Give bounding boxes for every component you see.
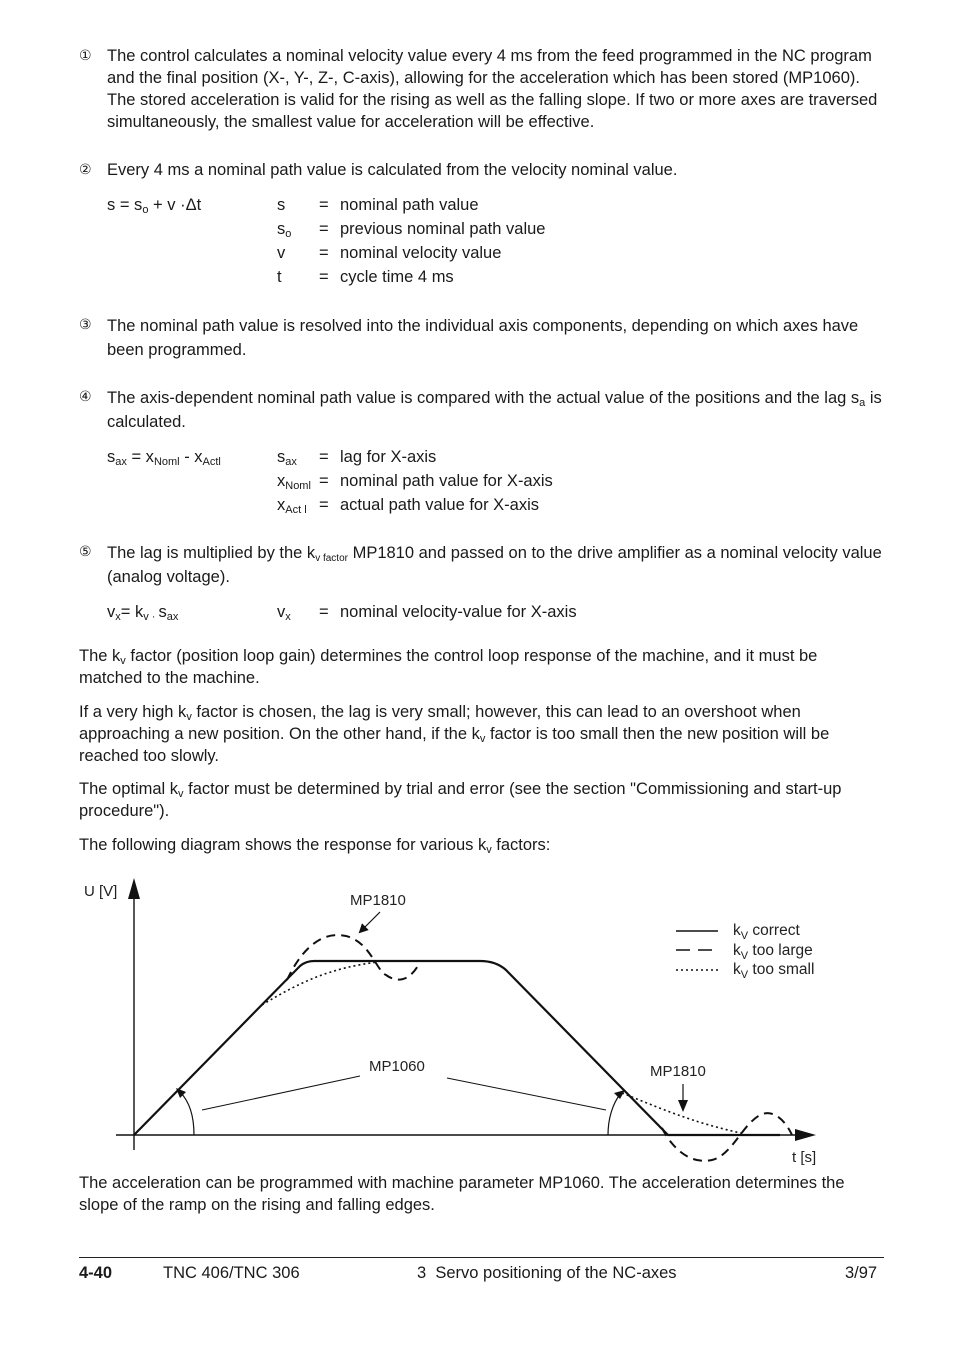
annotation-mp1810-top: MP1810 (350, 892, 406, 909)
formula-row: $v_x$ = nominal velocity-value for X-axis (277, 603, 577, 623)
item-text: The axis-dependent nominal path value is compared with the actual value of the positions and the lag $s_a$ is calculated. (107, 389, 882, 431)
footer-model: TNC 406/TNC 306 (163, 1264, 300, 1282)
annotation-mp1060-right-line (447, 1078, 606, 1110)
formula-lhs: $s = s_o + v \cdot\Delta t$ (107, 196, 202, 216)
footer-chapter: 3 Servo positioning of the NC-axes (417, 1264, 677, 1282)
curve-kv-too-small-rise (262, 962, 378, 1005)
item-number: ① (79, 48, 92, 64)
curve-kv-too-large-top (287, 935, 420, 980)
formula-lhs: $v_x= k_{v \cdot}$ $s_{ax}$ (107, 603, 179, 623)
x-axis-label: t [s] (792, 1149, 817, 1166)
formula-row: $x_{Act l}$ = actual path value for X-axis (277, 496, 540, 516)
legend (676, 922, 814, 981)
paragraph-kv-definition: The $k_v$ factor (position loop gain) determines the control loop response of the machine, and it must be matched to the machine. (79, 647, 818, 687)
paragraph-acceleration: The acceleration can be programmed with machine parameter MP1060. The acceleration determines the slope of the ramp on the rising and falling edges. (79, 1174, 845, 1214)
legend-label-too-large: $k_V$ too large (733, 942, 813, 962)
annotation-mp1810-right-arrow-icon (678, 1100, 688, 1112)
item-text: The lag is multiplied by the $k_{v factor}$ MP1810 and passed on to the drive amplifier as a nominal velocity value (analog voltage). (107, 544, 882, 586)
formula-row: $s_o$ = previous nominal path value (277, 220, 546, 240)
paragraph-kv-optimal: The optimal $k_v$ factor must be determined by trial and error (see the section "Commissioning and start-up procedure"). (79, 780, 842, 820)
item-number: ③ (79, 317, 92, 333)
annotation-mp1810-top-pointer (362, 912, 380, 930)
formula-row: t = cycle time 4 ms (277, 268, 454, 286)
y-axis-label: U [V] (84, 883, 118, 900)
item-number: ② (79, 162, 92, 178)
item-text: Every 4 ms a nominal path value is calculated from the velocity nominal value. (107, 161, 678, 179)
legend-label-correct: $k_V$ correct (733, 922, 800, 942)
item-text: The control calculates a nominal velocity value every 4 ms from the feed programmed in the NC program and the final position (X-, Y-, Z-, C-axis), allowing for the acceleration which has been stored (MP1060). The stored acceleration is valid for the rising as well as the falling slope. If two or more axes are traversed simultaneously, the smallest value for acceleration will be effective. (107, 47, 878, 131)
annotation-mp1060-left-line (202, 1076, 360, 1110)
formula-row: $x_{Noml}$ = nominal path value for X-axis (277, 472, 553, 492)
curve-kv-too-large-bottom (662, 1113, 792, 1161)
formula-row: $s_{ax}$ = lag for X-axis (277, 448, 437, 468)
item-number: ⑤ (79, 544, 92, 560)
y-axis-arrow-icon (128, 878, 140, 899)
footer-divider (79, 1257, 884, 1258)
angle-arc-falling-arrow-icon (614, 1090, 625, 1099)
footer-date: 3/97 (845, 1264, 878, 1282)
annotation-mp1060: MP1060 (369, 1058, 425, 1075)
legend-label-too-small: $k_V$ too small (733, 961, 815, 981)
formula-lhs: $s_{ax} = x_{Noml} - x_{Actl}$ (107, 448, 221, 468)
angle-arc-rising (180, 1092, 194, 1135)
annotation-mp1810-right: MP1810 (650, 1063, 706, 1080)
paragraph-diagram-intro: The following diagram shows the response for various $k_v$ factors: (79, 836, 551, 856)
item-text: The nominal path value is resolved into the individual axis components, depending on which axes have been programmed. (107, 317, 859, 359)
paragraph-kv-high-low: If a very high $k_v$ factor is chosen, the lag is very small; however, this can lead to an overshoot when approaching a new position. On the other hand, if the $k_v$ factor is too small then the new position will be reached too slowly. (79, 703, 830, 765)
formula-row: v = nominal velocity value (277, 244, 502, 262)
angle-arc-falling (608, 1093, 621, 1135)
x-axis-arrow-icon (795, 1129, 816, 1141)
item-number: ④ (79, 389, 92, 405)
footer-page-number: 4-40 (79, 1264, 113, 1282)
formula-row: s = nominal path value (277, 196, 479, 214)
